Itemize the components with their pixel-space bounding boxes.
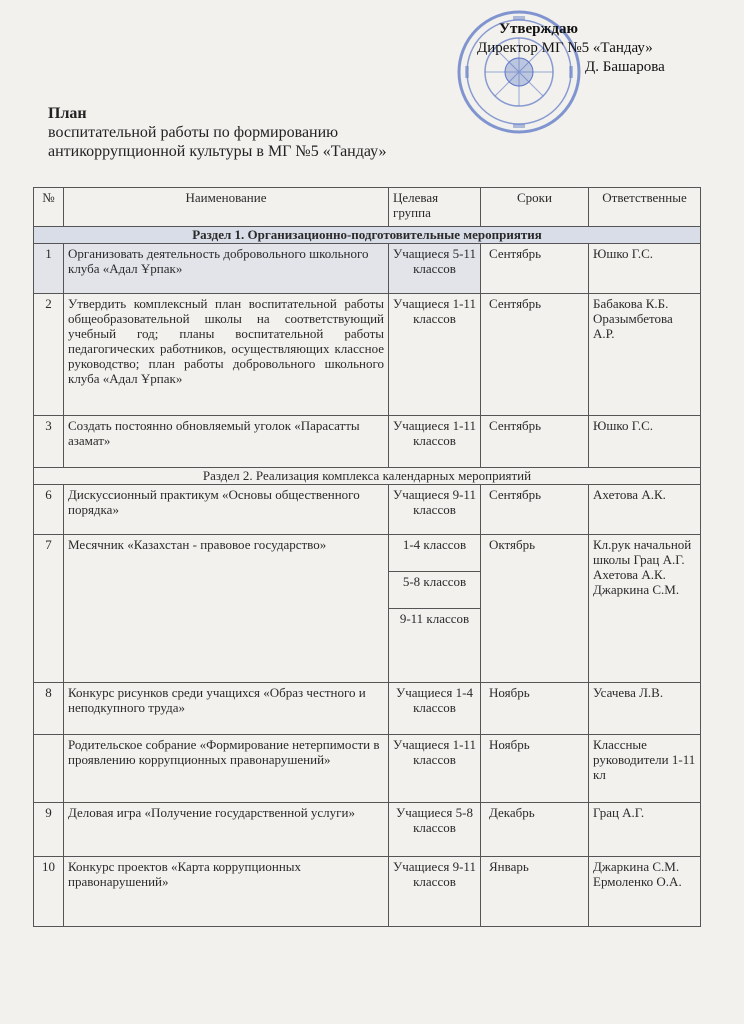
row-name: Конкурс проектов «Карта коррупционных правонарушений» xyxy=(64,857,389,927)
row-resp: Джаркина С.М. Ермоленко О.А. xyxy=(589,857,701,927)
row-num: 2 xyxy=(34,294,64,416)
row-target: 9-11 классов xyxy=(399,611,470,626)
row-target: Учащиеся 1-11 классов xyxy=(389,416,481,468)
section-row xyxy=(34,227,701,244)
row-target: Учащиеся 9-11 классов xyxy=(389,485,481,535)
row-resp: Грац А.Г. xyxy=(589,803,701,857)
row-deadline: Ноябрь xyxy=(481,735,589,803)
row-deadline: Январь xyxy=(481,857,589,927)
row-num: 1 xyxy=(34,244,64,294)
table-row xyxy=(34,803,701,857)
row-target: Учащиеся 5-8 классов xyxy=(389,803,481,857)
table-row xyxy=(34,683,701,735)
row-num: 10 xyxy=(34,857,64,927)
title-line-2: воспитательной работы по формированию xyxy=(48,124,339,141)
approval-director: Директор МГ №5 «Тандау» xyxy=(477,40,653,56)
row-name: Месячник «Казахстан - правовое государство» xyxy=(64,535,389,683)
table-row xyxy=(34,857,701,927)
row-num xyxy=(34,735,64,803)
row-num: 9 xyxy=(34,803,64,857)
row-name: Утвердить комплексный план воспитательной работы общеобразовательной школы на соответствующий учебный год; планы воспитательной работы педагогических работников, осуществляющих классное руководство; план работы добровольного школьного клуба «Адал Ұрпак» xyxy=(64,294,389,416)
row-target: 5-8 классов xyxy=(389,572,480,609)
table-row xyxy=(34,535,701,683)
table-row xyxy=(34,294,701,416)
section-1-title: Раздел 1. Организационно-подготовительные мероприятия xyxy=(34,227,701,244)
row-target: Учащиеся 5-11 классов xyxy=(389,244,481,294)
header-name: Наименование xyxy=(64,188,389,227)
table-row xyxy=(34,416,701,468)
section-2-title: Раздел 2. Реализация комплекса календарных мероприятий xyxy=(34,468,701,485)
row-name: Конкурс рисунков среди учащихся «Образ честного и неподкупного труда» xyxy=(64,683,389,735)
row-num: 3 xyxy=(34,416,64,468)
row-target: 1-4 классов xyxy=(389,535,480,572)
row-target: Учащиеся 1-11 классов xyxy=(389,735,481,803)
row-deadline: Ноябрь xyxy=(481,683,589,735)
row-name: Дискуссионный практикум «Основы общественного порядка» xyxy=(64,485,389,535)
table-row xyxy=(34,244,701,294)
table-row xyxy=(34,485,701,535)
document-title xyxy=(48,104,387,161)
row-name: Создать постоянно обновляемый уголок «Парасатты азамат» xyxy=(64,416,389,468)
row-target: Учащиеся 1-4 классов xyxy=(389,683,481,735)
title-line-3: антикоррупционной культуры в МГ №5 «Тандау» xyxy=(48,143,387,160)
row-deadline: Сентябрь xyxy=(481,294,589,416)
row-deadline: Сентябрь xyxy=(481,416,589,468)
section-row xyxy=(34,468,701,485)
row-resp: Юшко Г.С. xyxy=(589,244,701,294)
header-resp: Ответственные xyxy=(589,188,701,227)
table-row xyxy=(34,735,701,803)
row-resp: Бабакова К.Б. Оразымбетова А.Р. xyxy=(589,294,701,416)
row-num: 8 xyxy=(34,683,64,735)
row-resp: Классные руководители 1-11 кл xyxy=(589,735,701,803)
row-num: 6 xyxy=(34,485,64,535)
row-deadline: Сентябрь xyxy=(481,244,589,294)
row-deadline: Сентябрь xyxy=(481,485,589,535)
approval-name: Д. Башарова xyxy=(585,59,665,75)
row-target: Учащиеся 9-11 классов xyxy=(389,857,481,927)
header-target: Целевая группа xyxy=(389,188,481,227)
row-name: Деловая игра «Получение государственной услуги» xyxy=(64,803,389,857)
row-target: Учащиеся 1-11 классов xyxy=(389,294,481,416)
approval-title: Утверждаю xyxy=(499,21,578,37)
header-deadline: Сроки xyxy=(481,188,589,227)
row-resp: Ахетова А.К. xyxy=(589,485,701,535)
header-num: № xyxy=(34,188,64,227)
row-resp: Юшко Г.С. xyxy=(589,416,701,468)
table-header-row xyxy=(34,188,701,227)
row-resp: Кл.рук начальной школы Грац А.Г. Ахетова А.К. Джаркина С.М. xyxy=(589,535,701,683)
row-name: Родительское собрание «Формирование нетерпимости в проявлению коррупционных правонарушений» xyxy=(64,735,389,803)
row-resp: Усачева Л.В. xyxy=(589,683,701,735)
row-deadline: Декабрь xyxy=(481,803,589,857)
row-deadline: Октябрь xyxy=(481,535,589,683)
approval-block xyxy=(477,20,665,77)
row-num: 7 xyxy=(34,535,64,683)
title-line-1: План xyxy=(48,105,87,122)
row-name: Организовать деятельность добровольного школьного клуба «Адал Ұрпак» xyxy=(64,244,389,294)
plan-table xyxy=(33,187,701,927)
row-target-group xyxy=(389,535,481,683)
